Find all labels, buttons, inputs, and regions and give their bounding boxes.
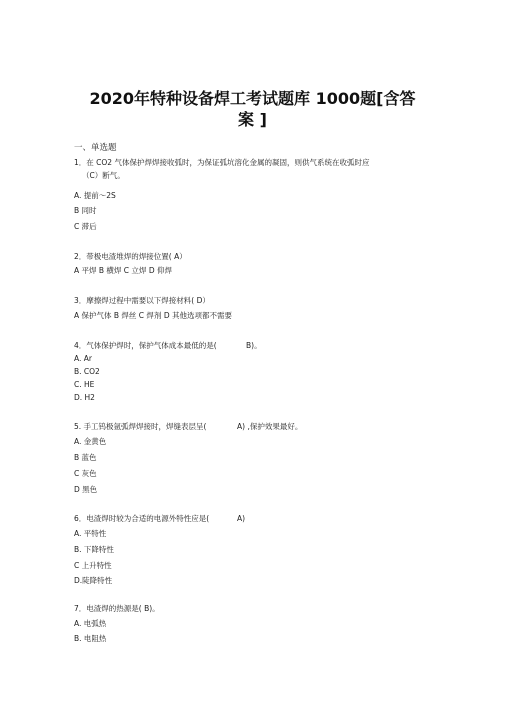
q3-options: A 保护气体 B 焊丝 C 焊剂 D 其他选项都不需要 [74,311,232,320]
q1-option-b: B 同时 [74,206,97,215]
q1-stem: 1．在 CO2 气体保护焊焊接收弧时，为保证弧坑溶化金属的凝固，则供气系统在收弧时应 [74,158,370,167]
q7-option-b: B. 电阻热 [74,634,107,643]
q2-stem: 2．带极电渣堆焊的焊接位置( A） [74,252,187,261]
q4-stem: 4．气体保护焊时，保护气体成本最低的是( [74,341,217,350]
q6-option-d: D.陡降特性 [74,576,113,585]
document-title [60,88,445,130]
q4-option-a: A. Ar [74,354,92,363]
q2-options: A 平焊 B 横焊 C 立焊 D 仰焊 [74,266,172,275]
title-line-1: 2020年特种设备焊工考试题库 1000题[含答 [89,89,416,108]
q1-option-c: C 滞后 [74,222,97,231]
q6-option-c: C 上升特性 [74,561,112,570]
q5-option-c: C 灰色 [74,469,97,478]
q5-option-b: B 蓝色 [74,453,97,462]
q6-stem-answer: A) [237,514,246,523]
q1-option-a: A. 提前～2S [74,191,116,200]
q4-option-d: D. H2 [74,393,95,402]
q4-option-c: C. HE [74,380,95,389]
q4-stem-answer: B)。 [246,341,262,350]
q6-stem: 6．电渣焊时较为合适的电源外特性应是( [74,514,210,523]
q5-stem-answer: A) ,保护效果最好。 [237,422,303,431]
section-heading: 一、单选题 [74,143,117,153]
q7-option-a: A. 电弧热 [74,619,107,628]
q4-option-b: B. CO2 [74,367,100,376]
title-line-2: 案 ] [238,110,267,129]
q5-option-a: A. 金黄色 [74,437,107,446]
q5-stem: 5. 手工钨极氩弧焊焊接时，焊缝表层呈( [74,422,207,431]
q3-stem: 3．摩擦焊过程中需要以下焊接材料( D） [74,296,210,305]
q1-stem-cont: （C）断气。 [82,171,125,180]
q7-stem: 7．电渣焊的热源是( B)。 [74,604,160,613]
q6-option-b: B. 下降特性 [74,545,114,554]
q6-option-a: A. 平特性 [74,529,107,538]
q5-option-d: D 黑色 [74,485,98,494]
